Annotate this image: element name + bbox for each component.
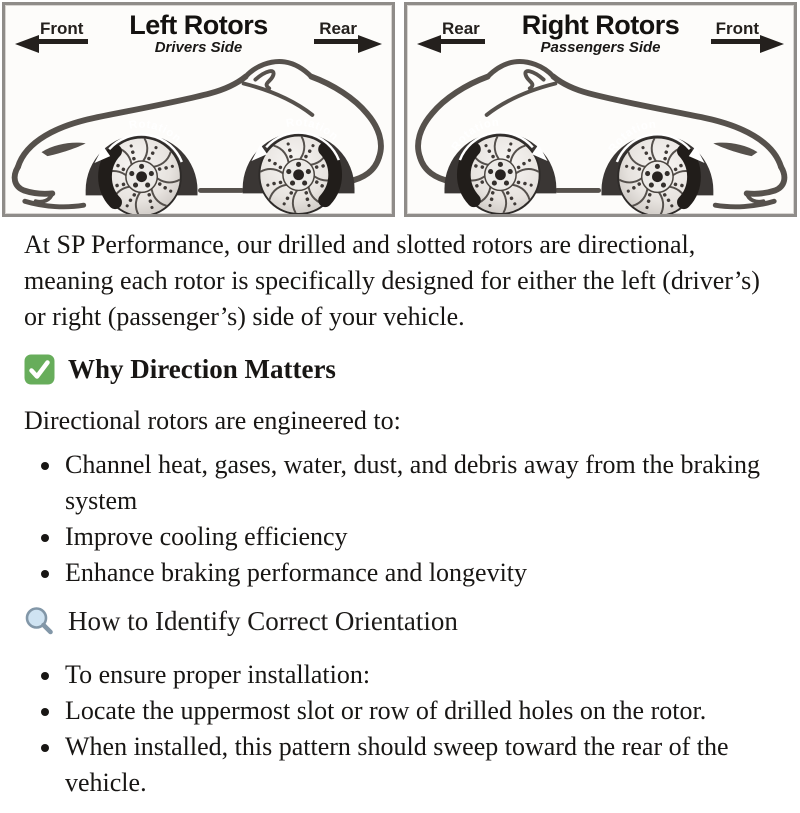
identify-bullet-list [24, 657, 766, 801]
heading-text: Why Direction Matters [68, 354, 336, 384]
list-item: • Enhance braking performance and longevity [63, 555, 766, 591]
right-panel-title-block [491, 11, 711, 56]
rear-label: Rear [437, 19, 485, 44]
right-rotors-panel [404, 2, 797, 217]
panel-subtitle: Drivers Side [154, 39, 243, 56]
left-panel-title-block [89, 11, 309, 56]
right-panel-header [407, 5, 794, 57]
left-rotors-panel [2, 2, 395, 217]
panel-title: Right Rotors [521, 10, 680, 40]
rotation-label: Rotation [449, 116, 501, 153]
left-panel-header [5, 5, 392, 57]
right-car-illustration [407, 57, 794, 214]
rear-direction-arrow [314, 19, 382, 44]
identify-orientation-heading [24, 603, 766, 639]
front-direction-arrow [15, 19, 88, 44]
intro-paragraph: At SP Performance, our drilled and slotted rotors are directional, meaning each rotor is specifically designed for either the left (driver’s) or right (passenger’s) side of your vehicle. [24, 230, 760, 331]
left-car-illustration [5, 57, 392, 214]
why-lead-text: Directional rotors are engineered to: [24, 406, 401, 435]
arrow-right-icon [358, 35, 382, 53]
why-direction-matters-heading [24, 351, 766, 387]
panel-title: Left Rotors [129, 10, 268, 40]
rotation-label: Rotation [606, 118, 658, 155]
article-content [0, 219, 790, 801]
rotation-label: Rotation [128, 118, 184, 146]
list-item: • To ensure proper installation: [63, 657, 766, 693]
list-item: • Improve cooling efficiency [63, 519, 766, 555]
heading-text: How to Identify Correct Orientation [68, 606, 458, 636]
front-label: Front [711, 19, 764, 44]
magnifying-glass-icon [24, 606, 55, 637]
panel-subtitle: Passengers Side [540, 39, 661, 56]
list-item: • When installed, this pattern should sweep toward the rear of the vehicle. [63, 729, 766, 801]
list-item: • Locate the uppermost slot or row of drilled holes on the rotor. [63, 693, 766, 729]
front-direction-arrow [711, 19, 784, 44]
why-bullet-list [24, 447, 766, 591]
rear-direction-arrow [417, 19, 485, 44]
rear-label: Rear [314, 19, 362, 44]
list-item: • Channel heat, gases, water, dust, and debris away from the braking system [63, 447, 766, 519]
check-mark-icon [24, 354, 55, 385]
front-label: Front [35, 19, 88, 44]
rotation-label: Rotation [285, 116, 341, 144]
arrow-right-icon [760, 35, 784, 53]
rotor-direction-diagram [0, 0, 800, 219]
